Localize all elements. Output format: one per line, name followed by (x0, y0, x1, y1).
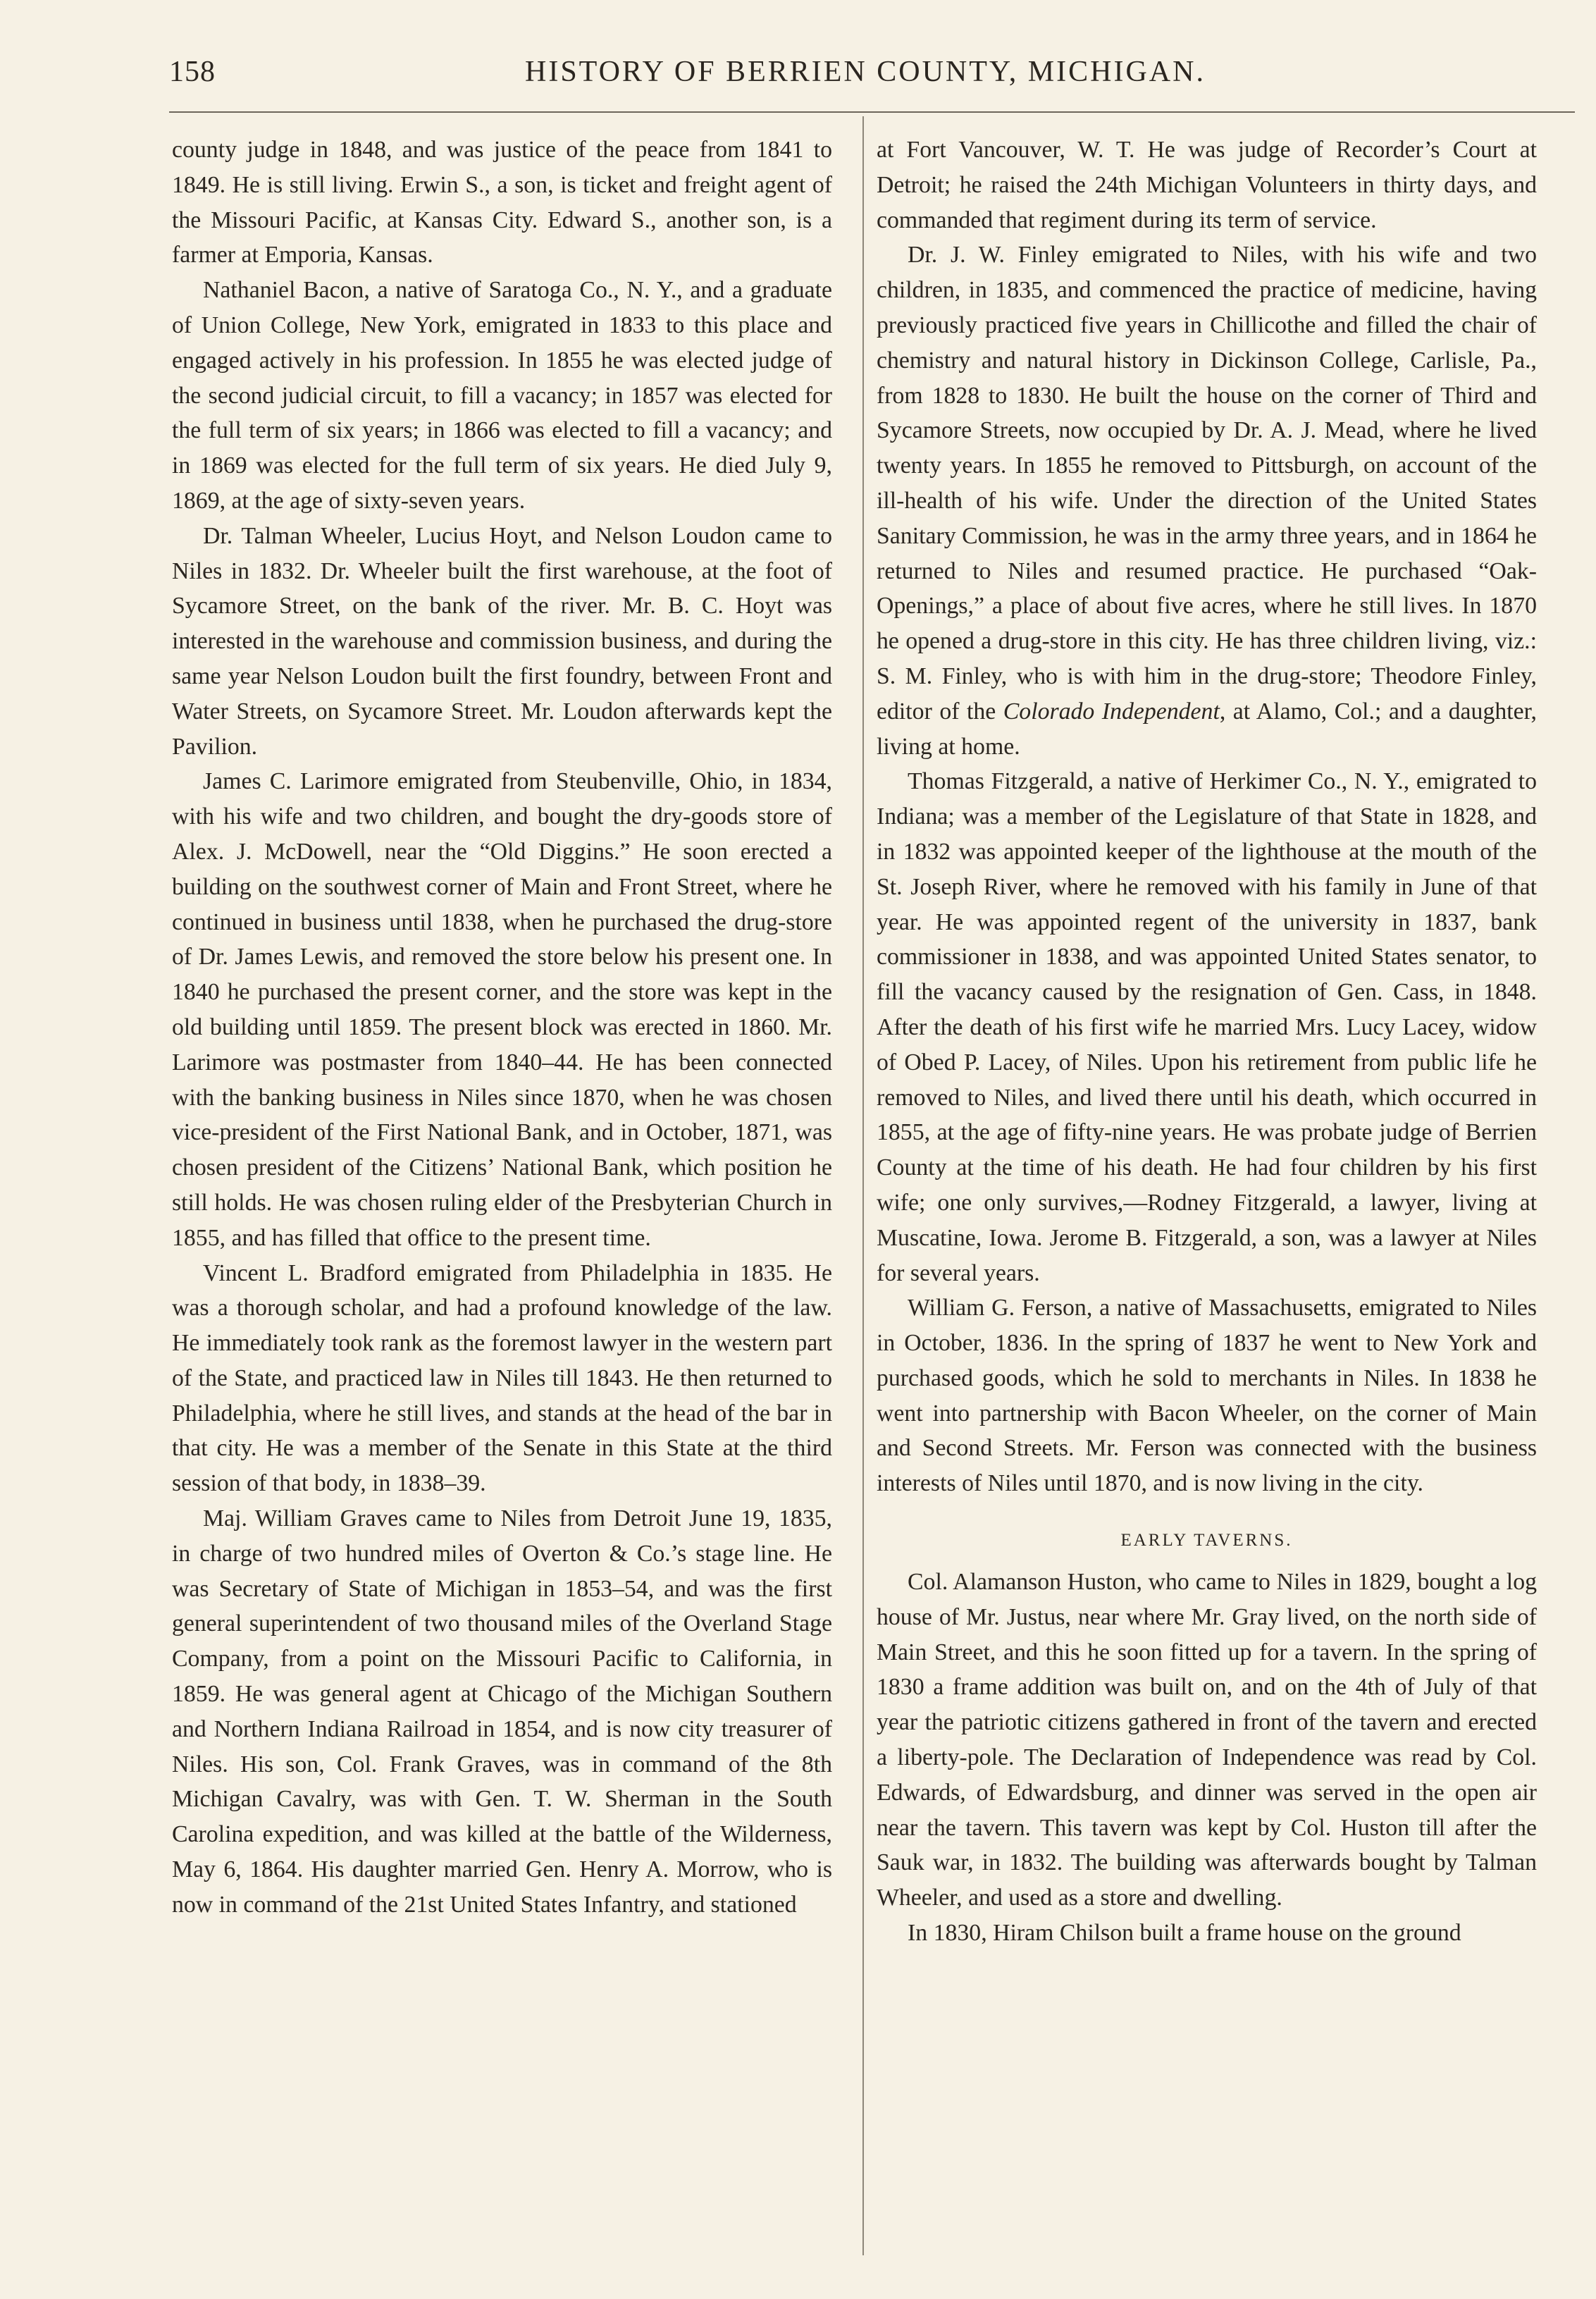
running-head: HISTORY OF BERRIEN COUNTY, MICHIGAN. (525, 56, 1206, 88)
paragraph-talman-wheeler: Dr. Talman Wheeler, Lucius Hoyt, and Nelson Loudon came to Niles in 1832. Dr. Wheeler built the first warehouse, at the foot of Sycamore Street, on the bank of the river. Mr. B. C. Hoyt was interested in the warehouse and commission business, and during the same year Nelson Loudon built the first foundry, between Front and Water Streets, on Sycamore Street. Mr. Loudon afterwards kept the Pavilion. (172, 522, 832, 760)
paragraph-alamanson-huston: Col. Alamanson Huston, who came to Niles in 1829, bought a log house of Mr. Justus, near where Mr. Gray lived, on the north side of Main Street, and this he soon fitted up for a tavern. In the spring of 1830 a frame addition was built on, and on the 4th of July of that year the patriotic citizens gathered in front of the tavern and erected a liberty-pole. The Declaration of Independence was read by Col. Edwards, of Edwardsburg, and dinner was served in the open air near the tavern. This tavern was kept by Col. Huston till after the Sauk war, in 1832. The building was afterwards bought by Talman Wheeler, and used as a store and dwelling. (877, 1569, 1537, 1911)
paragraph-hiram-chilson: In 1830, Hiram Chilson built a frame house on the ground (908, 1920, 1461, 1947)
section-heading-early-taverns: EARLY TAVERNS. (1120, 1531, 1293, 1551)
paragraph-nathaniel-bacon: Nathaniel Bacon, a native of Saratoga Co., N. Y., and a graduate of Union College, New York, emigrated in 1833 to this place and engaged actively in his profession. In 1855 he was elected judge of the second judicial circuit, to fill a vacancy; in 1857 was elected for the full term of six years; in 1866 was elected to fill a vacancy; and in 1869 was elected for the full term of six years. He died July 9, 1869, at the age of sixty-seven years. (172, 277, 832, 514)
paragraph-william-graves: Maj. William Graves came to Niles from Detroit June 19, 1835, in charge of two hundred miles of Overton & Co.’s stage line. He was Secretary of State of Michigan in 1853–54, and was the first general superintendent of two thousand miles of the Overland Stage Company, from a point on the Missouri Pacific to California, in 1859. He was general agent at Chicago of the Michigan Southern and Northern Indiana Railroad in 1854, and is now city treasurer of Niles. His son, Col. Frank Graves, was in command of the 8th Michigan Cavalry, was with Gen. T. W. Sherman in the South Carolina expedition, and was killed at the battle of the Wilderness, May 6, 1864. His daughter married Gen. Henry A. Morrow, who is now in command of the 21st United States Infantry, and stationed (172, 1505, 832, 1918)
paragraph-graves-continued: at Fort Vancouver, W. T. He was judge of Recorder’s Court at Detroit; he raised the 24th Michigan Volunteers in thirty days, and commanded that regiment during its term of service. (877, 137, 1537, 233)
right-column (877, 132, 1537, 1951)
paragraph-thomas-fitzgerald: Thomas Fitzgerald, a native of Herkimer Co., N. Y., emigrated to Indiana; was a member of the Legislature of that State in 1828, and in 1832 was appointed keeper of the lighthouse at the mouth of the St. Joseph River, where he removed with his family in June of that year. He was appointed regent of the university in 1837, bank commissioner in 1838, and was appointed United States senator, to fill the vacancy caused by the resignation of Gen. Cass, in 1848. After the death of his first wife he married Mrs. Lucy Lacey, widow of Obed P. Lacey, of Niles. Upon his retirement from public life he removed to Niles, and lived there until his death, which occurred in 1855, at the age of fifty-nine years. He was probate judge of Berrien County at the time of his death. He had four children by his first wife; one only survives,—Rodney Fitzgerald, a lawyer, living at Muscatine, Iowa. Jerome B. Fitzgerald, a son, was a lawyer at Niles for several years. (877, 768, 1537, 1286)
header-rule (169, 111, 1575, 113)
page-header (169, 55, 1575, 97)
paragraph-judge-continued: county judge in 1848, and was justice of the peace from 1841 to 1849. He is still living. Erwin S., a son, is ticket and freight agent of the Missouri Pacific, at Kansas City. Edward S., another son, is a farmer at Emporia, Kansas. (172, 137, 832, 269)
left-column (172, 132, 832, 1923)
paragraph-james-larimore: James C. Larimore emigrated from Steubenville, Ohio, in 1834, with his wife and two children, and bought the dry-goods store of Alex. J. McDowell, near the “Old Diggins.” He soon erected a building on the southwest corner of Main and Front Street, where he continued in business until 1838, when he purchased the drug-store of Dr. James Lewis, and removed the store below his present one. In 1840 he purchased the present corner, and the store was kept in the old building until 1859. The present block was erected in 1860. Mr. Larimore was postmaster from 1840–44. He has been connected with the banking business in Niles since 1870, when he was chosen vice-president of the First National Bank, and in October, 1871, was chosen president of the Citizens’ National Bank, which position he still holds. He was chosen ruling elder of the Presbyterian Church in 1855, and has filled that office to the present time. (172, 768, 832, 1251)
paragraph-vincent-bradford: Vincent L. Bradford emigrated from Philadelphia in 1835. He was a thorough scholar, and had a profound knowledge of the law. He immediately took rank as the foremost lawyer in the western part of the State, and practiced law in Niles till 1843. He then returned to Philadelphia, where he still lives, and stands at the head of the bar in that city. He was a member of the Senate in this State at the third session of that body, in 1838–39. (172, 1259, 832, 1497)
finley-text-tail: , at Alamo, Col.; and a daughter, living at home. (877, 698, 1537, 760)
paragraph-jw-finley (877, 238, 1537, 764)
newspaper-title: Colorado Independent (1003, 698, 1220, 725)
column-divider (862, 116, 864, 2255)
page-number: 158 (169, 56, 216, 88)
finley-text: Dr. J. W. Finley emigrated to Niles, with his wife and two children, in 1835, and commenced the practice of medicine, having previously practiced five years in Chillicothe and filled the chair of chemistry and natural history in Dickinson College, Carlisle, Pa., from 1828 to 1830. He built the house on the corner of Third and Sycamore Streets, now occupied by Dr. A. J. Mead, where he lived twenty years. In 1855 he removed to Pittsburgh, on account of the ill-health of his wife. Under the direction of the United States Sanitary Commission, he was in the army three years, and in 1864 he returned to Niles and resumed practice. He purchased “Oak-Openings,” a place of about five acres, where he still lives. In 1870 he opened a drug-store in this city. He has three children living, viz.: S. M. Finley, who is with him in the drug-store; Theodore Finley, editor of the (877, 242, 1537, 725)
paragraph-william-ferson: William G. Ferson, a native of Massachusetts, emigrated to Niles in October, 1836. In the spring of 1837 he went to New York and purchased goods, which he sold to merchants in Niles. In 1838 he went into partnership with Bacon Wheeler, on the corner of Main and Second Streets. Mr. Ferson was connected with the business interests of Niles until 1870, and is now living in the city. (877, 1295, 1537, 1497)
